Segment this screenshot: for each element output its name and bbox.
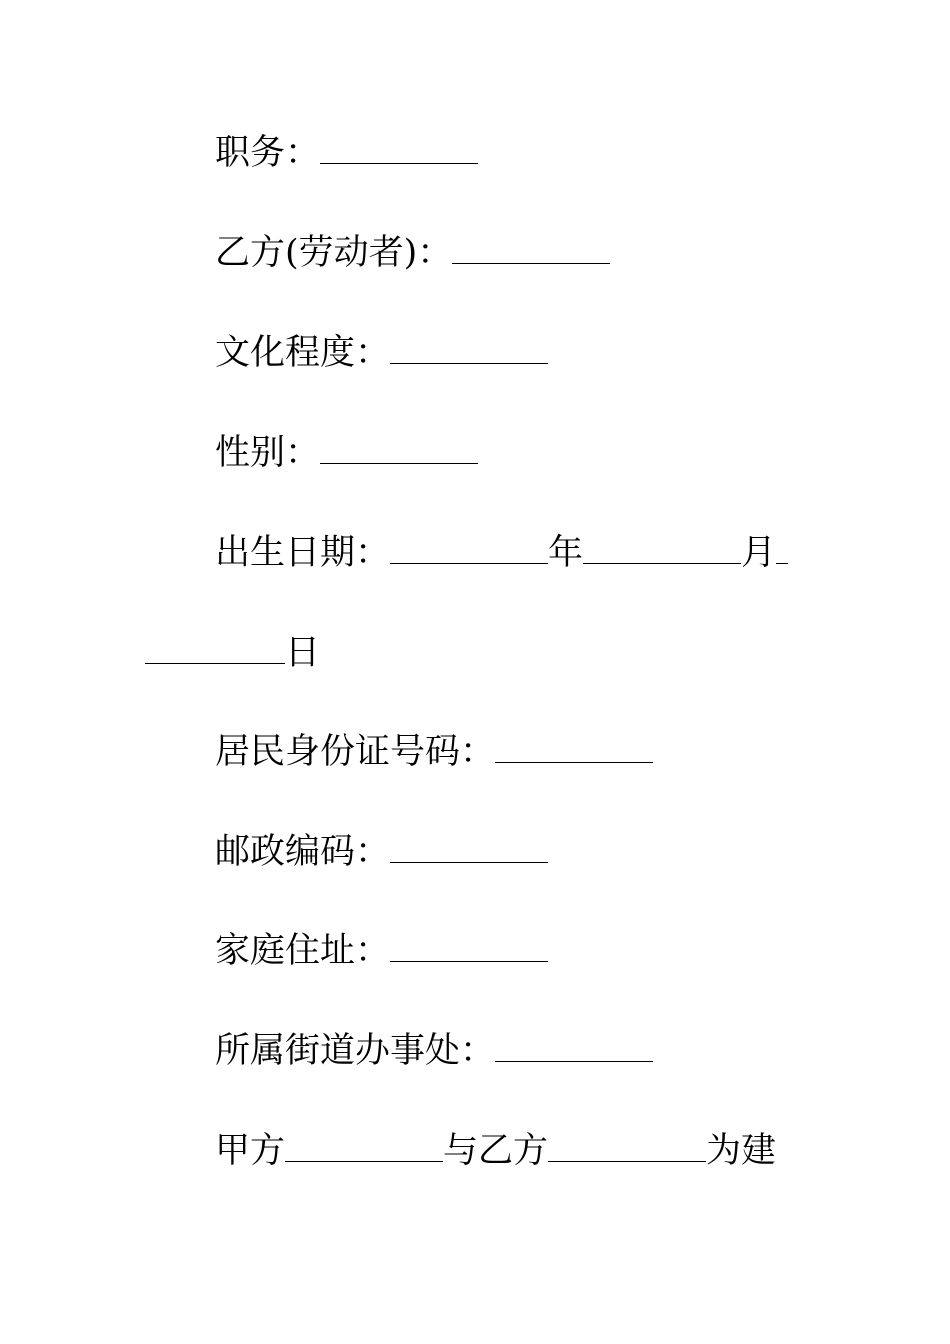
id-number-line [215, 727, 950, 777]
year-label: 年 [548, 533, 584, 573]
home-address-line [215, 926, 950, 976]
subdistrict-line [215, 1026, 950, 1076]
postal-code-label: 邮政编码： [215, 832, 391, 872]
position-label: 职务： [215, 133, 321, 173]
day-label: 日 [285, 633, 321, 673]
gender-line [215, 428, 950, 478]
for-build-text: 为建 [706, 1131, 777, 1171]
birth-date-label: 出生日期： [215, 533, 391, 573]
id-number-blank [495, 740, 653, 763]
party-b-blank [452, 241, 610, 264]
home-address-blank [390, 939, 548, 962]
with-party-b-text: 与乙方 [443, 1131, 549, 1171]
id-number-label: 居民身份证号码： [215, 732, 496, 772]
month-label: 月 [741, 533, 777, 573]
education-blank [390, 341, 548, 364]
birth-year-blank [390, 541, 548, 564]
birth-date-line [215, 528, 950, 578]
subdistrict-label: 所属街道办事处： [215, 1031, 496, 1071]
gender-label: 性别： [215, 433, 321, 473]
agreement-line [215, 1126, 950, 1176]
party-b-name-blank [548, 1139, 706, 1162]
postal-code-blank [390, 840, 548, 863]
postal-code-line [215, 827, 950, 877]
education-label: 文化程度： [215, 333, 391, 373]
gender-blank [320, 441, 478, 464]
birth-day-blank [145, 641, 285, 664]
party-a-text: 甲方 [215, 1131, 286, 1171]
party-b-label: 乙方(劳动者)： [215, 233, 453, 273]
education-line [215, 328, 950, 378]
birth-day-line [145, 628, 950, 678]
position-line [215, 128, 950, 178]
subdistrict-blank [495, 1039, 653, 1062]
home-address-label: 家庭住址： [215, 931, 391, 971]
party-a-blank [285, 1139, 443, 1162]
position-blank [320, 141, 478, 164]
party-b-line [215, 228, 950, 278]
birth-month-blank [583, 541, 741, 564]
birth-day-blank-start [776, 541, 788, 564]
